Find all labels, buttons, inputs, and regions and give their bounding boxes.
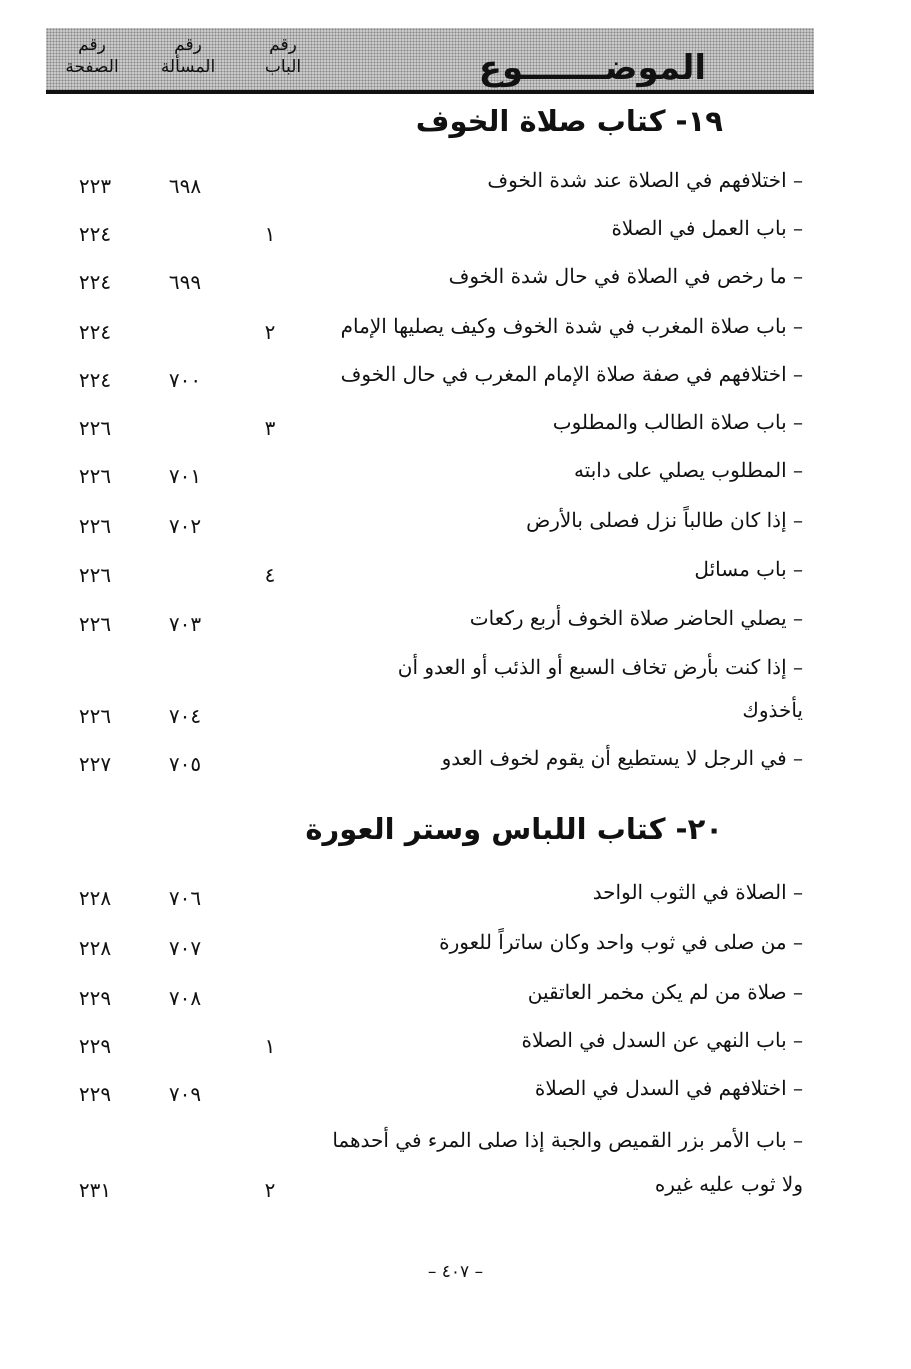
page-number-cell: ٢٢٦	[78, 416, 112, 440]
index-entry-text: – باب صلاة الطالب والمطلوب	[552, 410, 803, 434]
chapter-number-cell: ٢	[264, 1178, 276, 1202]
page-number-cell: ٢٢٦	[78, 563, 112, 587]
issue-number-cell: ٧٠٧	[168, 936, 202, 960]
issue-number-cell: ٦٩٩	[168, 270, 202, 294]
issue-number-cell: ٧٠٩	[168, 1082, 202, 1106]
page-number-cell: ٢٢٦	[78, 514, 112, 538]
section-title: ٢٠- كتاب اللباس وستر العورة	[305, 812, 723, 846]
page-number-column-header	[46, 34, 138, 78]
page-number-cell: ٢٢٤	[78, 222, 112, 246]
table-header	[46, 28, 814, 94]
issue-number-column-header	[138, 34, 238, 78]
issue-header-line1: رقم	[174, 35, 202, 55]
index-entry-text: – باب صلاة المغرب في شدة الخوف وكيف يصليها الإمام	[340, 314, 803, 338]
index-entry-text: – المطلوب يصلي على دابته	[573, 458, 803, 482]
index-entry-text: – اختلافهم في السدل في الصلاة	[534, 1076, 803, 1100]
index-entry-text: – إذا كنت بأرض تخاف السبع أو الذئب أو العدو أن	[397, 655, 803, 679]
page-number-cell: ٢٢٤	[78, 270, 112, 294]
index-entry-text: – الصلاة في الثوب الواحد	[592, 880, 803, 904]
index-entry-text: – ما رخص في الصلاة في حال شدة الخوف	[448, 264, 803, 288]
issue-header-line2: المسألة	[160, 57, 216, 77]
issue-number-cell: ٧٠٨	[168, 986, 202, 1010]
chapter-header-line2: الباب	[264, 57, 302, 77]
issue-number-cell: ٧٠٣	[168, 612, 202, 636]
index-entry-text: – باب مسائل	[694, 557, 803, 581]
issue-number-cell: ٧٠٦	[168, 886, 202, 910]
index-entry-text: – يصلي الحاضر صلاة الخوف أربع ركعات	[469, 606, 803, 630]
issue-number-cell: ٧٠٥	[168, 752, 202, 776]
page-number-cell: ٢٢٦	[78, 612, 112, 636]
chapter-number-column-header	[238, 34, 328, 78]
page-number-cell: ٢٢٤	[78, 320, 112, 344]
issue-number-cell: ٧٠٠	[168, 368, 202, 392]
issue-number-cell: ٧٠٢	[168, 514, 202, 538]
section-title: ١٩- كتاب صلاة الخوف	[415, 104, 723, 138]
index-entry-text: – اختلافهم في الصلاة عند شدة الخوف	[487, 168, 803, 192]
index-entry-text: – في الرجل لا يستطيع أن يقوم لخوف العدو	[441, 746, 803, 770]
chapter-number-cell: ٤	[264, 563, 276, 587]
page-number-cell: ٢٢٧	[78, 752, 112, 776]
page-number-cell: ٢٢٤	[78, 368, 112, 392]
page-header-line2: الصفحة	[65, 57, 119, 77]
index-entry-text: – باب الأمر بزر القميص والجبة إذا صلى المرء في أحدهما	[332, 1128, 803, 1152]
chapter-number-cell: ٢	[264, 320, 276, 344]
page-number-cell: ٢٢٣	[78, 174, 112, 198]
index-entry-text: – صلاة من لم يكن مخمر العاتقين	[527, 980, 803, 1004]
index-entry-text: – إذا كان طالباً نزل فصلى بالأرض	[526, 508, 803, 532]
page-number-cell: ٢٢٩	[78, 986, 112, 1010]
index-entry-text: – من صلى في ثوب واحد وكان ساتراً للعورة	[439, 930, 803, 954]
index-entry-text: يأخذوك	[742, 698, 803, 722]
chapter-number-cell: ٣	[264, 416, 276, 440]
issue-number-cell: ٧٠٤	[168, 704, 202, 728]
page-number-footer: – ٤٠٧ –	[427, 1262, 484, 1282]
page-number-cell: ٢٢٨	[78, 886, 112, 910]
topic-column-header: الموضـــــــوع	[478, 48, 706, 88]
page-number-cell: ٢٢٦	[78, 704, 112, 728]
chapter-number-cell: ١	[264, 222, 276, 246]
chapter-header-line1: رقم	[269, 35, 297, 55]
page-number-cell: ٢٣١	[78, 1178, 112, 1202]
issue-number-cell: ٦٩٨	[168, 174, 202, 198]
issue-number-cell: ٧٠١	[168, 464, 202, 488]
index-entry-text: ولا ثوب عليه غيره	[654, 1172, 803, 1196]
page-number-cell: ٢٢٩	[78, 1034, 112, 1058]
page-number-cell: ٢٢٨	[78, 936, 112, 960]
index-entry-text: – باب العمل في الصلاة	[611, 216, 803, 240]
page-header-line1: رقم	[78, 35, 106, 55]
chapter-number-cell: ١	[264, 1034, 276, 1058]
index-entry-text: – اختلافهم في صفة صلاة الإمام المغرب في حال الخوف	[340, 362, 803, 386]
index-entry-text: – باب النهي عن السدل في الصلاة	[521, 1028, 803, 1052]
page-number-cell: ٢٢٩	[78, 1082, 112, 1106]
page-number-cell: ٢٢٦	[78, 464, 112, 488]
